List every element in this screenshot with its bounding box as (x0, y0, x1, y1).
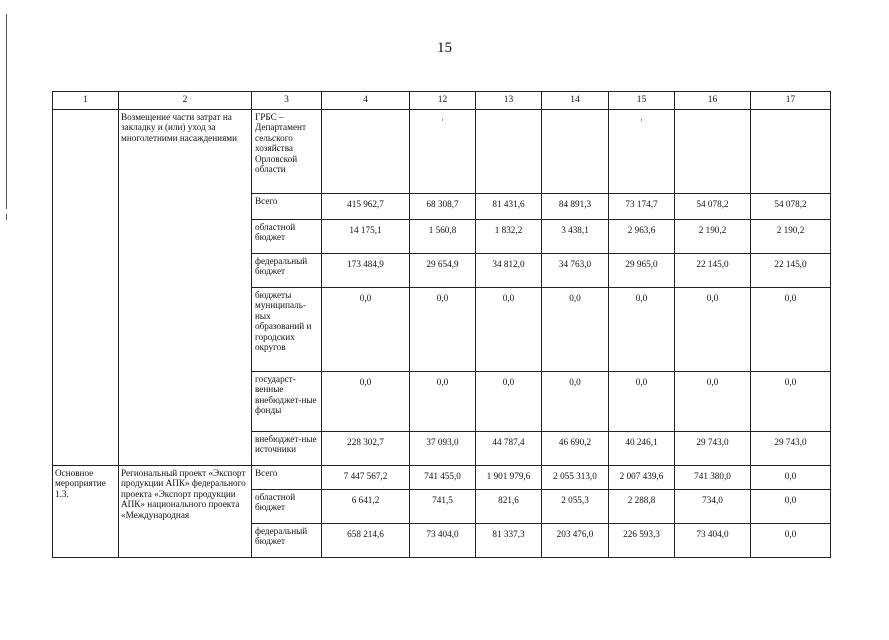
value-cell: 73 174,7 (609, 194, 675, 220)
value-cell: 0,0 (751, 466, 831, 490)
value-cell: 0,0 (410, 288, 476, 372)
table-cell (542, 110, 609, 194)
value-cell: 0,0 (751, 288, 831, 372)
page-number: 15 (437, 40, 452, 56)
event-number-cell (53, 110, 119, 466)
value-cell: 84 891,3 (542, 194, 609, 220)
table-cell (751, 110, 831, 194)
value-cell: 6 641,2 (322, 490, 410, 524)
header-cell: 4 (322, 92, 410, 110)
value-cell: 81 431,6 (476, 194, 542, 220)
row-label: государст-венные внебюджет-ные фонды (252, 372, 322, 432)
event-name-cell: Региональный проект «Экспорт продукции АПК» федерального проекта «Экспорт продукции АПК» национального проекта «Международная (119, 466, 252, 558)
header-cell: 17 (751, 92, 831, 110)
value-cell: 0,0 (609, 288, 675, 372)
value-cell: 2 190,2 (751, 220, 831, 254)
value-cell: 226 593,3 (609, 524, 675, 558)
value-cell: 29 743,0 (751, 432, 831, 466)
table-cell (675, 110, 751, 194)
table-cell (322, 110, 410, 194)
row-label: федеральный бюджет (252, 524, 322, 558)
value-cell: 2 007 439,6 (609, 466, 675, 490)
value-cell: 14 175,1 (322, 220, 410, 254)
row-label: внебюджет-ные источники (252, 432, 322, 466)
row-label: Всего (252, 194, 322, 220)
event-name-cell: Возмещение части затрат на закладку и (или) уход за многолетними насаждениями (119, 110, 252, 466)
value-cell: 81 337,3 (476, 524, 542, 558)
value-cell: 46 690,2 (542, 432, 609, 466)
value-cell: 741,5 (410, 490, 476, 524)
value-cell: 73 404,0 (410, 524, 476, 558)
value-cell: 203 476,0 (542, 524, 609, 558)
table-row (53, 466, 831, 490)
value-cell: 0,0 (751, 490, 831, 524)
header-cell: 12 (410, 92, 476, 110)
row-label: Всего (252, 466, 322, 490)
header-cell: 14 (542, 92, 609, 110)
header-cell: 1 (53, 92, 119, 110)
value-cell: 29 965,0 (609, 254, 675, 288)
value-cell: 2 963,6 (609, 220, 675, 254)
value-cell: 1 560,8 (410, 220, 476, 254)
value-cell: 1 832,2 (476, 220, 542, 254)
value-cell: 3 438,1 (542, 220, 609, 254)
value-cell: 29 743,0 (675, 432, 751, 466)
value-cell: 741 380,0 (675, 466, 751, 490)
value-cell: 0,0 (410, 372, 476, 432)
value-cell: 29 654,9 (410, 254, 476, 288)
value-cell: 0,0 (751, 524, 831, 558)
header-cell: 15 (609, 92, 675, 110)
scan-mark: · (609, 110, 675, 194)
row-label: федеральный бюджет (252, 254, 322, 288)
grbs-cell: ГРБС – Департамент сельского хозяйства Орловской области (252, 110, 322, 194)
header-row (53, 92, 831, 110)
value-cell: 2 288,8 (609, 490, 675, 524)
value-cell: 821,6 (476, 490, 542, 524)
value-cell: 0,0 (675, 288, 751, 372)
value-cell: 0,0 (476, 288, 542, 372)
value-cell: 34 812,0 (476, 254, 542, 288)
row-label: областной бюджет (252, 220, 322, 254)
value-cell: 2 055,3 (542, 490, 609, 524)
value-cell: 173 484,9 (322, 254, 410, 288)
value-cell: 415 962,7 (322, 194, 410, 220)
value-cell: 34 763,0 (542, 254, 609, 288)
budget-table (52, 91, 831, 558)
value-cell: 228 302,7 (322, 432, 410, 466)
scan-edge-mark (6, 214, 7, 220)
value-cell: 2 055 313,0 (542, 466, 609, 490)
value-cell: 44 787,4 (476, 432, 542, 466)
value-cell: 0,0 (609, 372, 675, 432)
value-cell: 0,0 (675, 372, 751, 432)
row-label: бюджеты муниципаль-ных образований и городских округов (252, 288, 322, 372)
table-cell (476, 110, 542, 194)
header-cell: 2 (119, 92, 252, 110)
value-cell: 7 447 567,2 (322, 466, 410, 490)
header-cell: 16 (675, 92, 751, 110)
value-cell: 54 078,2 (751, 194, 831, 220)
value-cell: 0,0 (322, 288, 410, 372)
value-cell: 1 901 979,6 (476, 466, 542, 490)
value-cell: 0,0 (476, 372, 542, 432)
row-label: областной бюджет (252, 490, 322, 524)
value-cell: 0,0 (322, 372, 410, 432)
value-cell: 22 145,0 (751, 254, 831, 288)
header-cell: 13 (476, 92, 542, 110)
value-cell: 2 190,2 (675, 220, 751, 254)
value-cell: 73 404,0 (675, 524, 751, 558)
header-cell: 3 (252, 92, 322, 110)
value-cell: 658 214,6 (322, 524, 410, 558)
value-cell: 22 145,0 (675, 254, 751, 288)
value-cell: 0,0 (751, 372, 831, 432)
value-cell: 37 093,0 (410, 432, 476, 466)
scan-mark: · (410, 110, 476, 194)
value-cell: 734,0 (675, 490, 751, 524)
value-cell: 68 308,7 (410, 194, 476, 220)
table-row (53, 110, 831, 194)
value-cell: 0,0 (542, 288, 609, 372)
value-cell: 40 246,1 (609, 432, 675, 466)
event-number-cell: Основное мероприятие 1.3. (53, 466, 119, 558)
value-cell: 741 455,0 (410, 466, 476, 490)
value-cell: 0,0 (542, 372, 609, 432)
value-cell: 54 078,2 (675, 194, 751, 220)
